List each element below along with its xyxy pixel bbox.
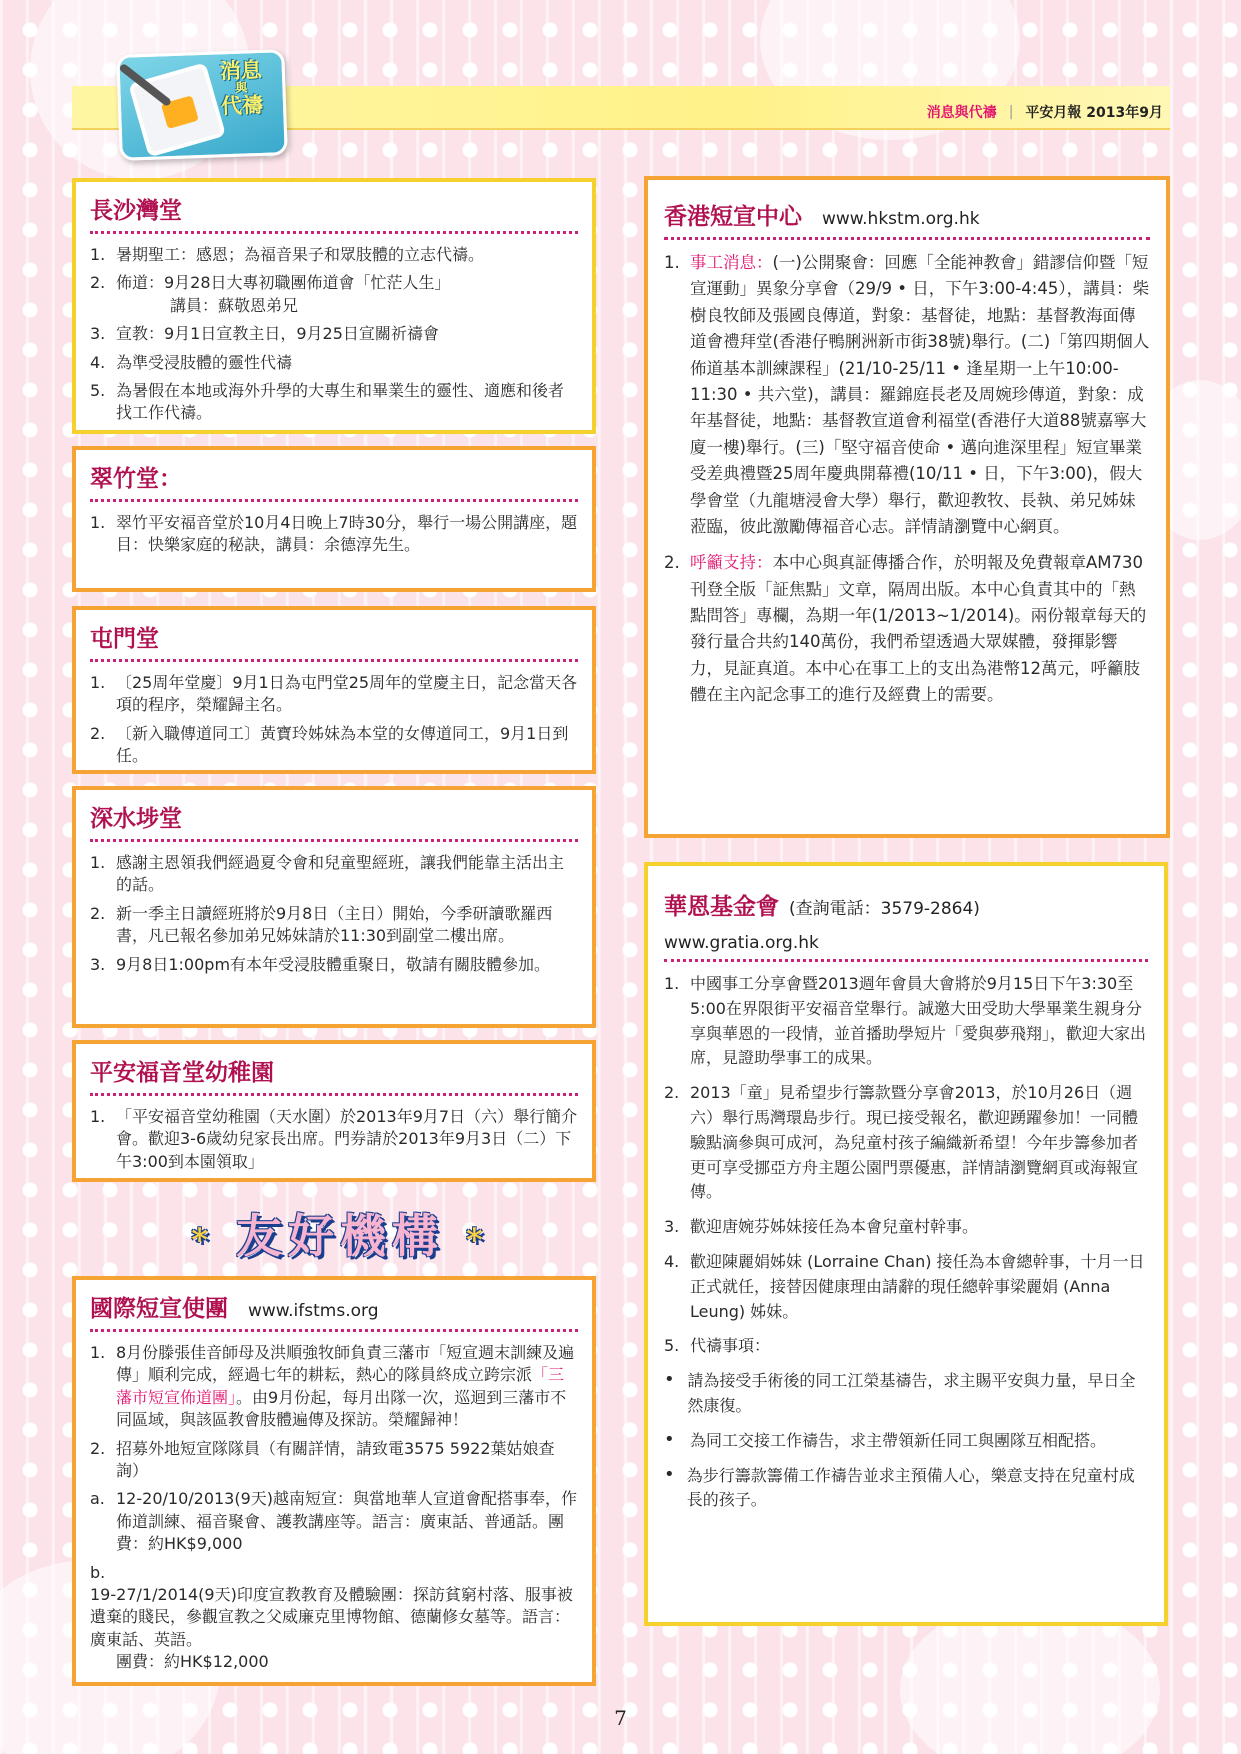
bullet-icon: • [664,1428,675,1450]
item-text: 佈道：9月28日大專初職團佈道會「忙茫人生」 [116,273,451,293]
list-item [90,1488,578,1555]
list-item [664,1215,1148,1240]
item-text-part: 。由9月份起，每月出隊一次，巡迴到三藩市不同區域，與該區教會肢體遍傳及探訪。榮耀歸神！ [116,1387,567,1430]
list-item [90,954,578,976]
item-number: 3. [90,324,106,344]
item-number: a. [90,1489,105,1509]
item-text: 新一季主日讀經班將於9月8日（主日）開始，今季研讀歌羅西書，凡已報名參加弟兄姊妹請於11:30到副堂二樓出席。 [116,903,553,946]
kindergarten-title: 平安福音堂幼稚園 [90,1059,274,1086]
item-text: 中國事工分享會暨2013週年會員大會將於9月15日下午3:30至5:00在界限街平安福音堂舉行。誠邀大田受助大學畢業生親身分享與華恩的一段情，並首播助學短片「愛與夢飛翔」，歡迎大家出席，見證助學事工的成果。 [690,974,1147,1068]
item-text: 為暑假在本地或海外升學的大專生和畢業生的靈性、適應和後者找工作代禱。 [116,380,565,423]
item-number: 2. [664,1083,680,1103]
item-text: 〔25周年堂慶〕9月1日為屯門堂25周年的堂慶主日，記念當天各項的程序，榮耀歸主名。 [116,673,578,715]
header-info [927,102,1163,122]
item-text [116,1342,578,1432]
list-item [664,1334,1148,1359]
star-icon: * [466,1221,489,1259]
tsui-chuk-box [72,446,596,592]
cheung-sha-wan-title: 長沙灣堂 [90,197,182,224]
friendly-organisations-banner [160,1200,520,1263]
item-list [90,1106,578,1173]
item-number: 1. [90,673,106,692]
item-number: 1. [90,245,106,264]
prayer-text: 請為接受手術後的同工江榮基禱告，求主賜平安與力量，早日全然康復。 [687,1371,1136,1415]
item-text [690,550,1150,708]
prayer-item [664,1429,1148,1454]
tuen-mun-title: 屯門堂 [90,625,159,652]
box-title [90,192,578,234]
box-title [90,1054,578,1096]
list-item [664,972,1148,1071]
list-item [90,352,578,374]
list-item [90,852,578,897]
sham-shui-po-title: 深水埗堂 [90,805,182,832]
bullet-icon: • [664,1369,675,1391]
page-number: 7 [614,1706,627,1730]
item-body: (一)公開聚會：回應「全能神教會」錯謬信仰暨「短宣運動」異象分享會（29/9 • 日，下午3:00-4:45），講員：柴樹良牧師及張國良傳道，對象：基督徒，地點：基督教海面傳道會禮拜堂(香港仔鴨脷洲新市街38號)舉行。(二)「第四期個人佈道基本訓練課程」(21/10-25/11 • 逢星期一上午10:00-11:30 • 共六堂)，講員：羅錦庭長老及周婉珍傳道，對象：成年基督徒，地點：基督教宣道會利福堂(香港仔大道88號嘉寧大廈一樓)舉行。(三)「堅守福音使命 • 邁向進深里程」短宣畢業受差典禮暨25周年慶典開幕禮(10/11 • 日，下午3:00)，假大學會堂（九龍塘浸會大學）舉行，歡迎教牧、長執、弟兄姊妹蒞臨，彼此激勵傳福音心志。詳情請瀏覽中心網頁。 [690,253,1150,536]
item-number: 1. [664,253,680,272]
prayer-text: 為步行籌款籌備工作禱告並求主預備人心，樂意支持在兒童村成長的孩子。 [686,1465,1135,1510]
box-title [664,888,1148,962]
bullet-icon: • [664,1463,675,1485]
gratia-box [644,862,1168,1626]
item-list [90,1342,578,1673]
item-text: 9月8日1:00pm有本年受浸肢體重聚日，敬請有關肢體參加。 [116,954,551,974]
item-label: 事工消息： [690,253,773,272]
list-item [90,1562,578,1674]
ifstms-box [72,1276,596,1686]
item-text: 暑期聖工：感恩；為福音果子和眾肢體的立志代禱。 [116,245,485,264]
prayer-item [664,1464,1148,1514]
header-separator: | [1008,104,1014,120]
box-title [90,800,578,842]
item-text: 19-27/1/2014(9天)印度宣教教育及體驗團：探訪貧窮村落、服事被遺棄的賤民，參觀宣教之父威廉克里博物館、德蘭修女墓等。語言：廣東話、英語。 [90,1584,573,1649]
item-text: 歡迎陳麗娟姊妹 (Lorraine Chan) 接任為本會總幹事，十月一日正式就任，接替因健康理由請辭的現任總幹事梁麗娟 (Anna Leung) 姊妹。 [690,1251,1145,1321]
list-item [90,1106,578,1173]
gratia-title: 華恩基金會 [664,893,779,920]
logo-text-top: 消息 [219,57,263,84]
hkstm-box [644,176,1170,838]
list-item [90,672,578,717]
logo-text-bottom: 代禱 [220,92,264,118]
prayer-item [664,1369,1148,1419]
item-text [690,250,1150,540]
item-list [664,250,1150,709]
item-text: 2013「童」見希望步行籌款暨分享會2013，於10月26日（週六）舉行馬灣環島步行。現已接受報名，歡迎踴躍參加！一同體驗點滴參與可成河，為兒童村孩子編織新希望！今年步籌參加者更可享受挪亞方舟主題公園門票優惠，詳情請瀏覽網頁或海報宣傳。 [690,1083,1139,1202]
list-item [664,550,1150,708]
item-number: 5. [90,380,106,400]
ifstms-title: 國際短宣使團 [90,1295,228,1322]
item-body: 本中心與真証傳播合作，於明報及免費報章AM730刊登全版「証焦點」文章，隔周出版。本中心負責其中的「熱點問答」專欄，為期一年(1/2013~1/2014)。兩份報章每天的發行量合共約140萬份，我們希望透過大眾媒體，發揮影響力，見証真道。本中心在事工上的支出為港幣12萬元，呼籲肢體在主內記念事工的進行及經費上的需要。 [690,553,1147,705]
item-number: 1. [90,1343,106,1362]
box-title [90,1290,578,1332]
item-number: 2. [664,553,680,573]
banner-text: 友好機構 [236,1209,444,1263]
list-item [664,1250,1148,1324]
list-item [664,250,1150,540]
item-list [664,972,1148,1513]
list-item [90,512,578,557]
item-text: 〔新入職傳道同工〕黃寶玲姊妹為本堂的女傳道同工，9月1日到任。 [116,723,569,766]
tuen-mun-box [72,606,596,774]
item-text: 感謝主恩領我們經過夏令會和兒童聖經班，讓我們能靠主活出主的話。 [116,853,565,895]
list-item [664,1081,1148,1205]
item-list [90,512,578,557]
header-issue: 平安月報 2013年9月 [1025,105,1163,121]
item-number: 5. [664,1336,680,1356]
item-number: 1. [664,974,680,993]
prayer-text: 為同工交接工作禱告，求主帶領新任同工與團隊互相配搭。 [690,1430,1107,1450]
item-number: 1. [90,513,106,532]
hkstm-title: 香港短宣中心 [664,203,802,230]
box-title [90,460,578,502]
list-item [90,1438,578,1483]
list-item [90,903,578,948]
item-text: 招募外地短宣隊隊員（有關詳情，請致電3575 5922葉姑娘查詢） [116,1438,555,1480]
gratia-website-link[interactable]: www.gratia.org.hk [664,933,819,953]
item-text: 「平安福音堂幼稚園（天水圍）於2013年9月7日（六）舉行簡介會。歡迎3-6歲幼兒家長出席。門券請於2013年9月3日（二）下午3:00到本園領取」 [116,1107,578,1171]
item-number: 3. [90,954,106,974]
list-item [90,1342,578,1432]
box-title [664,198,1150,240]
item-text: 代禱事項： [690,1336,771,1356]
item-number: b. [90,1562,106,1582]
item-text: 宣教：9月1日宣教主日，9月25日宣關祈禱會 [116,324,439,344]
item-number: 2. [90,1438,106,1458]
item-number: 4. [664,1251,680,1271]
list-item [90,272,578,317]
star-icon: * [191,1221,214,1259]
item-number: 2. [90,723,106,743]
item-number: 2. [90,273,106,293]
item-list [90,672,578,768]
item-number: 2. [90,903,106,923]
item-number: 4. [90,352,106,372]
item-number: 1. [90,1107,106,1126]
list-item [90,380,578,425]
item-number: 3. [664,1217,680,1237]
tsui-chuk-title: 翠竹堂： [90,465,182,492]
item-list [90,244,578,425]
list-item [90,323,578,345]
logo-text-mid: 與 [235,80,248,95]
speaker-line: 講員：蘇敬恩弟兄 [170,295,299,315]
gratia-phone: (查詢電話：3579-2864) [789,899,980,919]
ifstms-website-link[interactable]: www.ifstms.org [248,1301,379,1321]
item-text: 歡迎唐婉芬姊妹接任為本會兒童村幹事。 [690,1217,979,1237]
item-text: 12-20/10/2013(9天)越南短宣：與當地華人宣道會配搭事奉，作佈道訓練、福音聚會、護教講座等。語言：廣東話、普通話。團費：約HK$9,000 [116,1489,578,1554]
kindergarten-box [72,1040,596,1182]
item-list [90,852,578,976]
box-title [90,620,578,662]
item-label: 呼籲支持： [690,553,773,573]
list-item [90,723,578,768]
hkstm-website-link[interactable]: www.hkstm.org.hk [822,209,980,229]
highlight-text: 「三藩市短宣佈道團」 [116,1365,565,1407]
fee-line: 團費：約HK$12,000 [116,1652,269,1672]
section-logo [116,49,288,161]
item-text: 為準受浸肢體的靈性代禱 [116,352,293,372]
item-text-part: 8月份滕張佳音師母及洪順強牧師負責三藩市「短宣週末訓練及遍傳」順利完成，經過七年的耕耘，熱心的隊員終成立跨宗派 [116,1343,575,1385]
item-text: 翠竹平安福音堂於10月4日晚上7時30分，舉行一場公開講座，題目：快樂家庭的秘訣，講員：余德淳先生。 [116,513,578,555]
cheung-sha-wan-box [72,178,596,434]
list-item [90,244,578,266]
logo-text [209,59,273,118]
sham-shui-po-box [72,786,596,1028]
header-section-name: 消息與代禱 [926,105,997,121]
item-number: 1. [90,853,106,872]
